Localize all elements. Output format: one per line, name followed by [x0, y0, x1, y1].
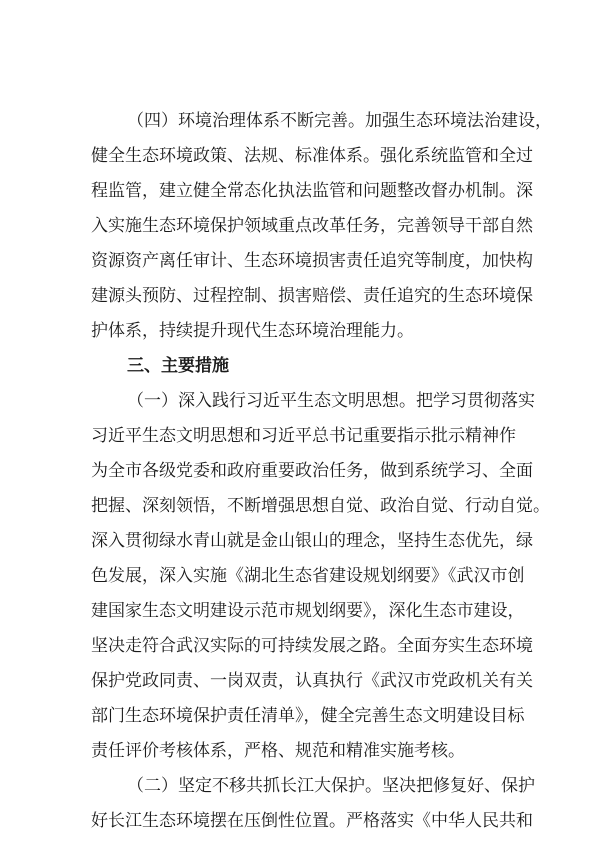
measure2-line-1: （二）坚定不移共抓长江大保护。坚决把修复好、保护 [127, 776, 535, 796]
measure1-line-8: 坚决走符合武汉实际的可持续发展之路。全面夯实生态环境 [91, 636, 533, 656]
measure1-line-3: 为全市各级党委和政府重要政治任务，做到系统学习、全面 [91, 461, 533, 481]
section4-line-1: （四）环境治理体系不断完善。加强生态环境法治建设， [127, 111, 552, 131]
measure1-line-5: 深入贯彻绿水青山就是金山银山的理念，坚持生态优先，绿 [91, 531, 533, 551]
section4-line-5: 资源资产离任审计、生态环境损害责任追究等制度，加快构 [91, 251, 533, 271]
measure1-line-6: 色发展，深入实施《湖北生态省建设规划纲要》《武汉市创 [91, 566, 525, 586]
measure1-line-11: 责任评价考核体系，严格、规范和精准实施考核。 [91, 741, 465, 761]
section4-line-6: 建源头预防、过程控制、损害赔偿、责任追究的生态环境保 [91, 286, 533, 306]
section4-line-7: 护体系，持续提升现代生态环境治理能力。 [91, 321, 414, 341]
section4-line-4: 入实施生态环境保护领域重点改革任务，完善领导干部自然 [91, 216, 533, 236]
measure1-line-1: （一）深入践行习近平生态文明思想。把学习贯彻落实 [127, 391, 535, 411]
section-heading: 三、主要措施 [127, 356, 229, 376]
measure1-line-7: 建国家生态文明建设示范市规划纲要》，深化生态市建设， [91, 601, 525, 621]
measure2-line-2: 好长江生态环境摆在压倒性位置。严格落实《中华人民共和 [91, 811, 533, 831]
measure1-line-4: 把握、深刻领悟，不断增强思想自觉、政治自觉、行动自觉。 [91, 496, 550, 516]
measure1-line-10: 部门生态环境保护责任清单》，健全完善生态文明建设目标 [91, 706, 525, 726]
measure1-line-2: 习近平生态文明思想和习近平总书记重要指示批示精神作 [91, 426, 516, 446]
measure1-line-9: 保护党政同责、一岗双责，认真执行《武汉市党政机关有关 [91, 671, 533, 691]
section4-line-3: 程监管，建立健全常态化执法监管和问题整改督办机制。深 [91, 181, 533, 201]
section4-line-2: 健全生态环境政策、法规、标准体系。强化系统监管和全过 [91, 146, 533, 166]
